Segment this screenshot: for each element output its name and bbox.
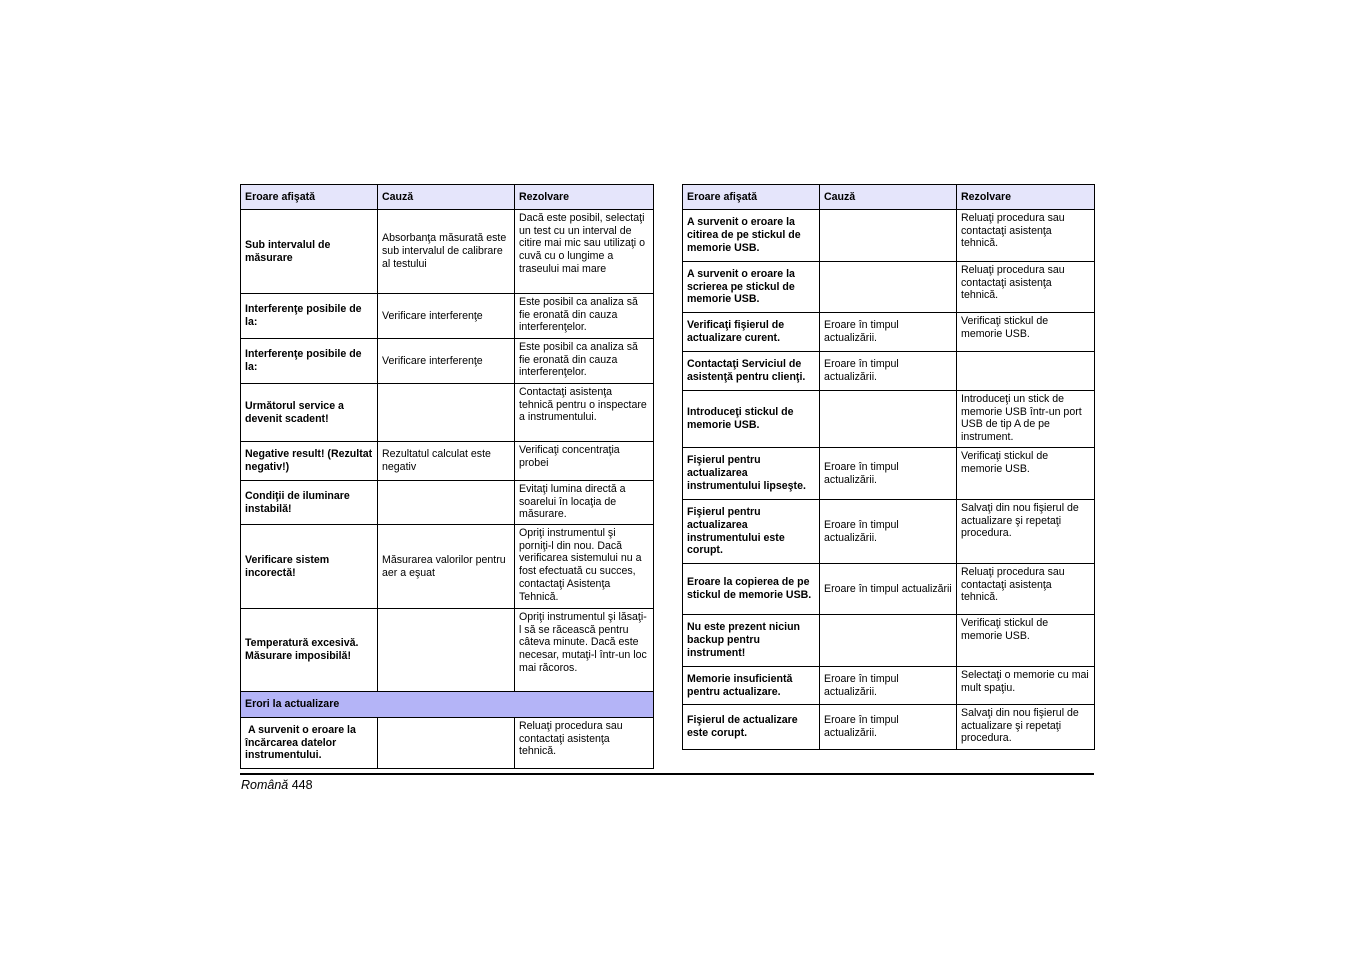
cause-cell — [820, 391, 957, 448]
table-row — [241, 525, 654, 609]
cause-cell: Verificare interferenţe — [378, 294, 515, 339]
table-row — [241, 210, 654, 294]
table-row — [683, 448, 1095, 500]
error-message-cell: Condiţii de iluminare instabilă! — [241, 481, 378, 525]
section-title: Erori la actualizare — [241, 692, 654, 718]
footer-language: Română — [241, 778, 289, 792]
solution-cell: Salvaţi din nou fişierul de actualizare şi repetaţi procedura. — [957, 500, 1095, 564]
solution-cell: Este posibil ca analiza să fie eronată din cauza interferenţelor. — [515, 294, 654, 339]
table-row — [683, 391, 1095, 448]
solution-cell: Evitaţi lumina directă a soarelui în locaţia de măsurare. — [515, 481, 654, 525]
cause-cell: Absorbanţa măsurată este sub intervalul de calibrare al testului — [378, 210, 515, 294]
solution-cell: Reluaţi procedura sau contactaţi asistenţa tehnică. — [957, 262, 1095, 313]
error-message-cell: Fişierul pentru actualizarea instrumentului este corupt. — [683, 500, 820, 564]
header-message: Eroare afişată — [683, 185, 820, 210]
error-message-cell: Memorie insuficientă pentru actualizare. — [683, 667, 820, 705]
table-row — [241, 294, 654, 339]
cause-cell — [378, 481, 515, 525]
cause-cell: Eroare în timpul actualizării. — [820, 500, 957, 564]
table-row — [683, 500, 1095, 564]
header-cause: Cauză — [378, 185, 515, 210]
table-row — [241, 609, 654, 692]
table-row — [683, 564, 1095, 615]
cause-cell: Eroare în timpul actualizării. — [820, 705, 957, 750]
solution-cell: Opriţi instrumentul şi lăsaţi-l să se răcească pentru câteva minute. Dacă este necesar, mutaţi-l într-un loc mai răcoros. — [515, 609, 654, 692]
cause-cell — [820, 615, 957, 667]
error-table-left — [240, 184, 654, 769]
table-row — [683, 210, 1095, 262]
error-table-right — [682, 184, 1095, 750]
header-solution: Rezolvare — [515, 185, 654, 210]
solution-cell: Opriţi instrumentul şi porniţi-l din nou. Dacă verificarea sistemului nu a fost efectuată cu succes, contactaţi Asistenţa Tehnică. — [515, 525, 654, 609]
table-row — [683, 352, 1095, 391]
error-message-cell: A survenit o eroare la încărcarea datelor instrumentului. — [241, 718, 378, 769]
header-message: Eroare afişată — [241, 185, 378, 210]
table-row — [241, 384, 654, 442]
error-message-cell: A survenit o eroare la citirea de pe stickul de memorie USB. — [683, 210, 820, 262]
table-row — [683, 667, 1095, 705]
error-message-cell: Verificaţi fişierul de actualizare curent. — [683, 313, 820, 352]
error-message-cell: Sub intervalul de măsurare — [241, 210, 378, 294]
error-message-cell: Temperatură excesivă. Măsurare imposibilă! — [241, 609, 378, 692]
table-row — [241, 442, 654, 481]
table-row — [683, 615, 1095, 667]
cause-cell: Eroare în timpul actualizării — [820, 564, 957, 615]
table-row — [683, 705, 1095, 750]
cause-cell: Eroare în timpul actualizării. — [820, 448, 957, 500]
cause-cell — [378, 609, 515, 692]
table-row — [241, 718, 654, 769]
error-message-cell: Negative result! (Rezultat negativ!) — [241, 442, 378, 481]
header-cause: Cauză — [820, 185, 957, 210]
error-message-cell: Contactaţi Serviciul de asistenţă pentru clienţi. — [683, 352, 820, 391]
footer-divider — [240, 773, 1094, 775]
solution-cell: Dacă este posibil, selectaţi un test cu un interval de citire mai mic sau utilizaţi o cuvă cu o lungime a traseului mai mare — [515, 210, 654, 294]
cause-cell: Verificare interferenţe — [378, 339, 515, 384]
solution-cell: Verificaţi stickul de memorie USB. — [957, 313, 1095, 352]
table-header-row — [241, 185, 654, 210]
error-message-cell: Interferenţe posibile de la: — [241, 339, 378, 384]
header-solution: Rezolvare — [957, 185, 1095, 210]
table-header-row — [683, 185, 1095, 210]
cause-cell — [378, 384, 515, 442]
cause-cell — [378, 718, 515, 769]
solution-cell: Reluaţi procedura sau contactaţi asistenţa tehnică. — [957, 564, 1095, 615]
solution-cell: Introduceţi un stick de memorie USB într-un port USB de tip A de pe instrument. — [957, 391, 1095, 448]
cause-cell: Rezultatul calculat este negativ — [378, 442, 515, 481]
error-message-cell: Următorul service a devenit scadent! — [241, 384, 378, 442]
solution-cell: Reluaţi procedura sau contactaţi asistenţa tehnică. — [515, 718, 654, 769]
solution-cell: Reluaţi procedura sau contactaţi asistenţa tehnică. — [957, 210, 1095, 262]
error-message-cell: Fişierul pentru actualizarea instrumentului lipseşte. — [683, 448, 820, 500]
solution-cell — [957, 352, 1095, 391]
error-message-cell: Interferenţe posibile de la: — [241, 294, 378, 339]
solution-cell: Verificaţi stickul de memorie USB. — [957, 615, 1095, 667]
solution-cell: Selectaţi o memorie cu mai mult spaţiu. — [957, 667, 1095, 705]
solution-cell: Contactaţi asistenţa tehnică pentru o inspectare a instrumentului. — [515, 384, 654, 442]
table-row — [683, 313, 1095, 352]
error-message-cell: Introduceţi stickul de memorie USB. — [683, 391, 820, 448]
error-message-cell: Fişierul de actualizare este corupt. — [683, 705, 820, 750]
solution-cell: Este posibil ca analiza să fie eronată din cauza interferenţelor. — [515, 339, 654, 384]
table-row — [241, 481, 654, 525]
error-message-cell: A survenit o eroare la scrierea pe stickul de memorie USB. — [683, 262, 820, 313]
cause-cell: Eroare în timpul actualizării. — [820, 352, 957, 391]
cause-cell — [820, 262, 957, 313]
table-row — [683, 262, 1095, 313]
section-header-row — [241, 692, 654, 718]
solution-cell: Salvaţi din nou fişierul de actualizare şi repetaţi procedura. — [957, 705, 1095, 750]
error-message-cell: Eroare la copierea de pe stickul de memorie USB. — [683, 564, 820, 615]
cause-cell: Eroare în timpul actualizării. — [820, 667, 957, 705]
cause-cell: Măsurarea valorilor pentru aer a eşuat — [378, 525, 515, 609]
cause-cell — [820, 210, 957, 262]
table-row — [241, 339, 654, 384]
solution-cell: Verificaţi concentraţia probei — [515, 442, 654, 481]
cause-cell: Eroare în timpul actualizării. — [820, 313, 957, 352]
page-number: 448 — [291, 778, 313, 792]
error-message-cell: Nu este prezent niciun backup pentru instrument! — [683, 615, 820, 667]
solution-cell: Verificaţi stickul de memorie USB. — [957, 448, 1095, 500]
page-footer — [241, 778, 313, 792]
error-message-cell: Verificare sistem incorectă! — [241, 525, 378, 609]
